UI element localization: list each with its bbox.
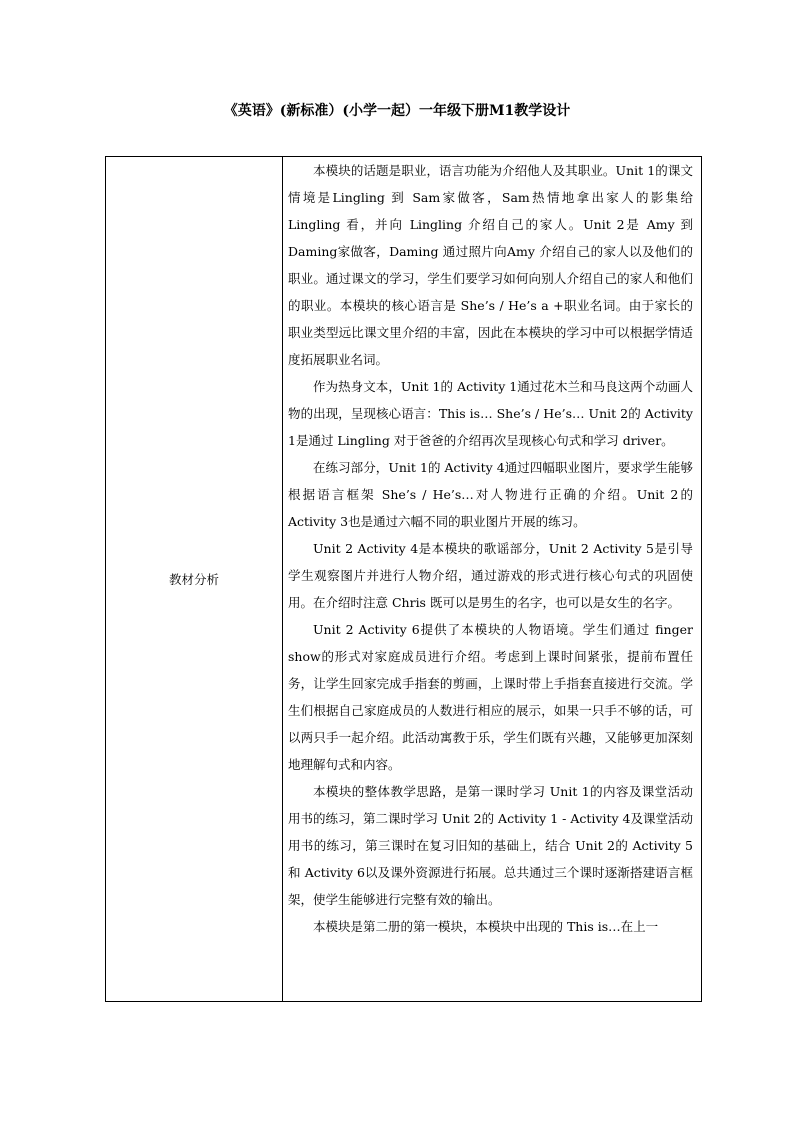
paragraph: Unit 2 Activity 6提供了本模块的人物语境。学生们通过 finger show的形式对家庭成员进行介绍。考虑到上课时间紧张，提前布置任务，让学生回家完成手指套的剪画，上课时带上手指套直接进行交流。学生们根据自己家庭成员的人数进行相应的展示，如果一只手不够的话，可以两只手一起介绍。此活动寓教于乐，学生们既有兴趣，又能够更加深刻地理解句式和内容。 [288, 622, 693, 772]
lesson-design-table [105, 156, 702, 1002]
paragraph: 作为热身文本，Unit 1的 Activity 1通过花木兰和马良这两个动画人物的出现，呈现核心语言：This is… She’s / He’s… Unit 2的 Activity 1是通过 Lingling 对于爸爸的介绍再次呈现核心句式和学习 driver。 [288, 379, 693, 448]
content-cell [283, 157, 702, 1002]
paragraph: 在练习部分，Unit 1的 Activity 4通过四幅职业图片，要求学生能够根据语言框架 She’s / He’s…对人物进行正确的介绍。Unit 2的 Activity 3也是通过六幅不同的职业图片开展的练习。 [288, 460, 693, 529]
row-label: 教材分析 [168, 572, 219, 587]
table-row [106, 157, 702, 1002]
paragraph: Unit 2 Activity 4是本模块的歌谣部分，Unit 2 Activity 5是引导学生观察图片并进行人物介绍，通过游戏的形式进行核心句式的巩固使用。在介绍时注意 Chris 既可以是男生的名字，也可以是女生的名字。 [288, 541, 693, 610]
row-label-cell [106, 157, 283, 1002]
document-title: 《英语》(新标准）(小学一起）一年级下册M1教学设计 [223, 103, 571, 119]
paragraph: 本模块的整体教学思路，是第一课时学习 Unit 1的内容及课堂活动用书的练习，第二课时学习 Unit 2的 Activity 1 - Activity 4及课堂活动用书的练习，第三课时在复习旧知的基础上，结合 Unit 2的 Activity 5和 Activity 6以及课外资源进行拓展。总共通过三个课时逐渐搭建语言框架，使学生能够进行完整有效的输出。 [288, 784, 693, 907]
paragraph: 本模块是第二册的第一模块，本模块中出现的 This is…在上一 [313, 919, 659, 934]
paragraph: 本模块的话题是职业，语言功能为介绍他人及其职业。Unit 1的课文情境是Lingling 到 Sam家做客，Sam热情地拿出家人的影集给 Lingling 看，并向 Lingling 介绍自己的家人。Unit 2是 Amy 到 Daming家做客，Daming 通过照片向Amy 介绍自己的家人以及他们的职业。通过课文的学习，学生们要学习如何向别人介绍自己的家人和他们的职业。本模块的核心语言是 She’s / He’s a +职业名词。由于家长的职业类型远比课文里介绍的丰富，因此在本模块的学习中可以根据学情适度拓展职业名词。 [288, 163, 693, 367]
